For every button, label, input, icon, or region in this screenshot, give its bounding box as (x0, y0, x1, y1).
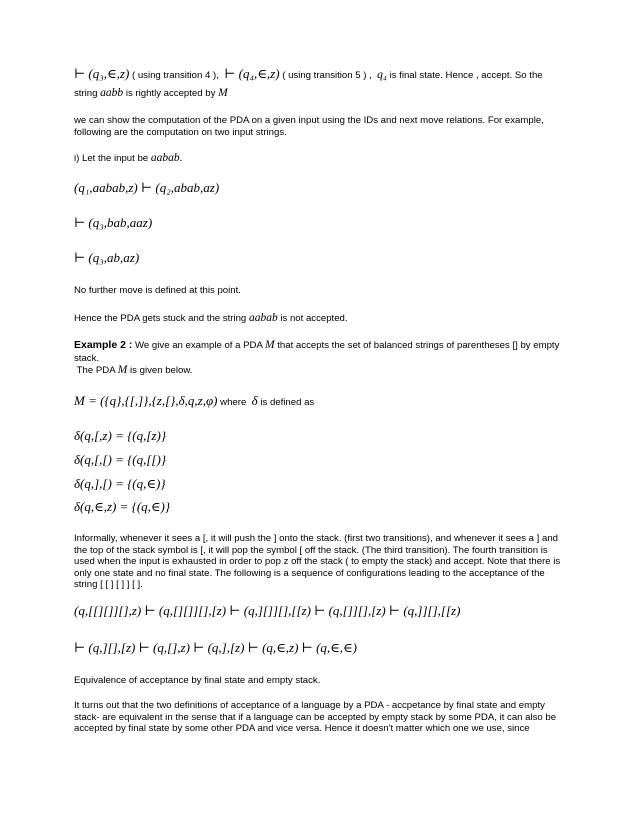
math-M-2: M (265, 339, 275, 351)
text-string: string (74, 88, 98, 99)
math-pda-tuple: M = ({q},{[,]},{z,[},δ,q,z,φ) (74, 393, 218, 408)
text-not-accepted: is not accepted. (280, 313, 348, 324)
computation-step-2: ⊢ (q₃,bab,aaz) (74, 215, 153, 230)
pda-definition (74, 393, 314, 409)
math-M: M (218, 87, 228, 99)
text-let-input: i) Let the input be (74, 153, 149, 164)
line-pda-stuck (74, 312, 348, 326)
example-2-label: Example 2 : (74, 339, 133, 351)
paragraph-informal: Informally, whenever it sees a [, it will push the ] onto the stack. (first two transitions), and whenever it sees a ] and the top of the stack symbol is [, it will pop the symbol [ off the stack. (The third transition). The fourth transition is used when the input is exhausted in order to pop z off the stack ( to empty the stack) and accept. Note that there is only one state and no final state. The following is a sequence of configurations leading to the acceptance of the string [ [ ] [ ] ] [ ]. (74, 533, 561, 590)
math-id-q3: ⊢ (q₃,∈,z) (74, 66, 130, 81)
text-no-further-move: No further move is defined at this point. (74, 285, 241, 296)
example-2-text-c: The PDA (76, 365, 116, 377)
math-aabab: aabab. (150, 152, 183, 164)
transition-2: δ(q,[,[) = {(q,[[)} (74, 452, 167, 467)
computation-step-1: (q₁,aabab,z) ⊢ (q₂,abab,az) (74, 180, 220, 195)
text-equivalence-heading: Equivalence of acceptance by final state and empty stack. (74, 675, 321, 686)
text-pda-stuck: Hence the PDA gets stuck and the string (74, 313, 247, 324)
line-string-accepted (74, 87, 228, 101)
math-aabab-2: aabab (248, 312, 278, 324)
example-2-text-b: that accepts the set of balanced strings of parentheses [] by empty stack. (74, 340, 560, 364)
text-rightly-accepted: is rightly accepted by (125, 88, 216, 99)
line-transition-result (74, 66, 543, 83)
transition-3: δ(q,],[) = {(q,∈)} (74, 476, 166, 491)
text-is-defined-as: is defined as (260, 397, 315, 408)
math-aabb: aabb (100, 87, 124, 99)
paragraph-equivalence: It turns out that the two definitions of acceptance of a language by a PDA - accpetance by final state and empty stack- are equivalent in the sense that if a language can be accepted by empty stack by some PDA, it can also be accepted by final state by some other PDA and vice versa. Hence it doesn't matter which one we use, since (74, 700, 557, 734)
math-M-3: M (117, 364, 128, 377)
configuration-sequence-1: (q,[[][]][],z) ⊢ (q,[][]][],[z) ⊢ (q,][]][],[[z) ⊢ (q,[]][],[z) ⊢ (q,]][],[[z) (74, 603, 461, 618)
text-using-transition-5: ( using transition 5 ) , (282, 70, 372, 81)
transition-4: δ(q,∈,z) = {(q,∈)} (74, 499, 171, 514)
math-id-q4: ⊢ (q₄,∈,z) (224, 66, 280, 81)
configuration-sequence-2: ⊢ (q,][],[z) ⊢ (q,[],z) ⊢ (q,],[z) ⊢ (q,∈,z) ⊢ (q,∈,∈) (74, 640, 358, 655)
line-input-aabab (74, 152, 182, 166)
text-using-transition-4: ( using transition 4 ), (131, 70, 219, 81)
example-2-intro (74, 339, 564, 378)
example-2-text-d: is given below. (130, 365, 193, 377)
math-delta: δ (251, 393, 258, 408)
text-where: where (220, 397, 247, 408)
math-q4: q₄ (377, 69, 387, 81)
paragraph-computation-intro: we can show the computation of the PDA on a given input using the IDs and next move relations. For example, following are the computation on two input strings. (74, 115, 544, 138)
example-2-text-a: We give an example of a PDA (135, 340, 263, 351)
computation-step-3: ⊢ (q₃,ab,az) (74, 250, 140, 265)
text-final-state: is final state. Hence , accept. So the (389, 70, 543, 81)
transition-1: δ(q,[,z) = {(q,[z)} (74, 428, 167, 443)
